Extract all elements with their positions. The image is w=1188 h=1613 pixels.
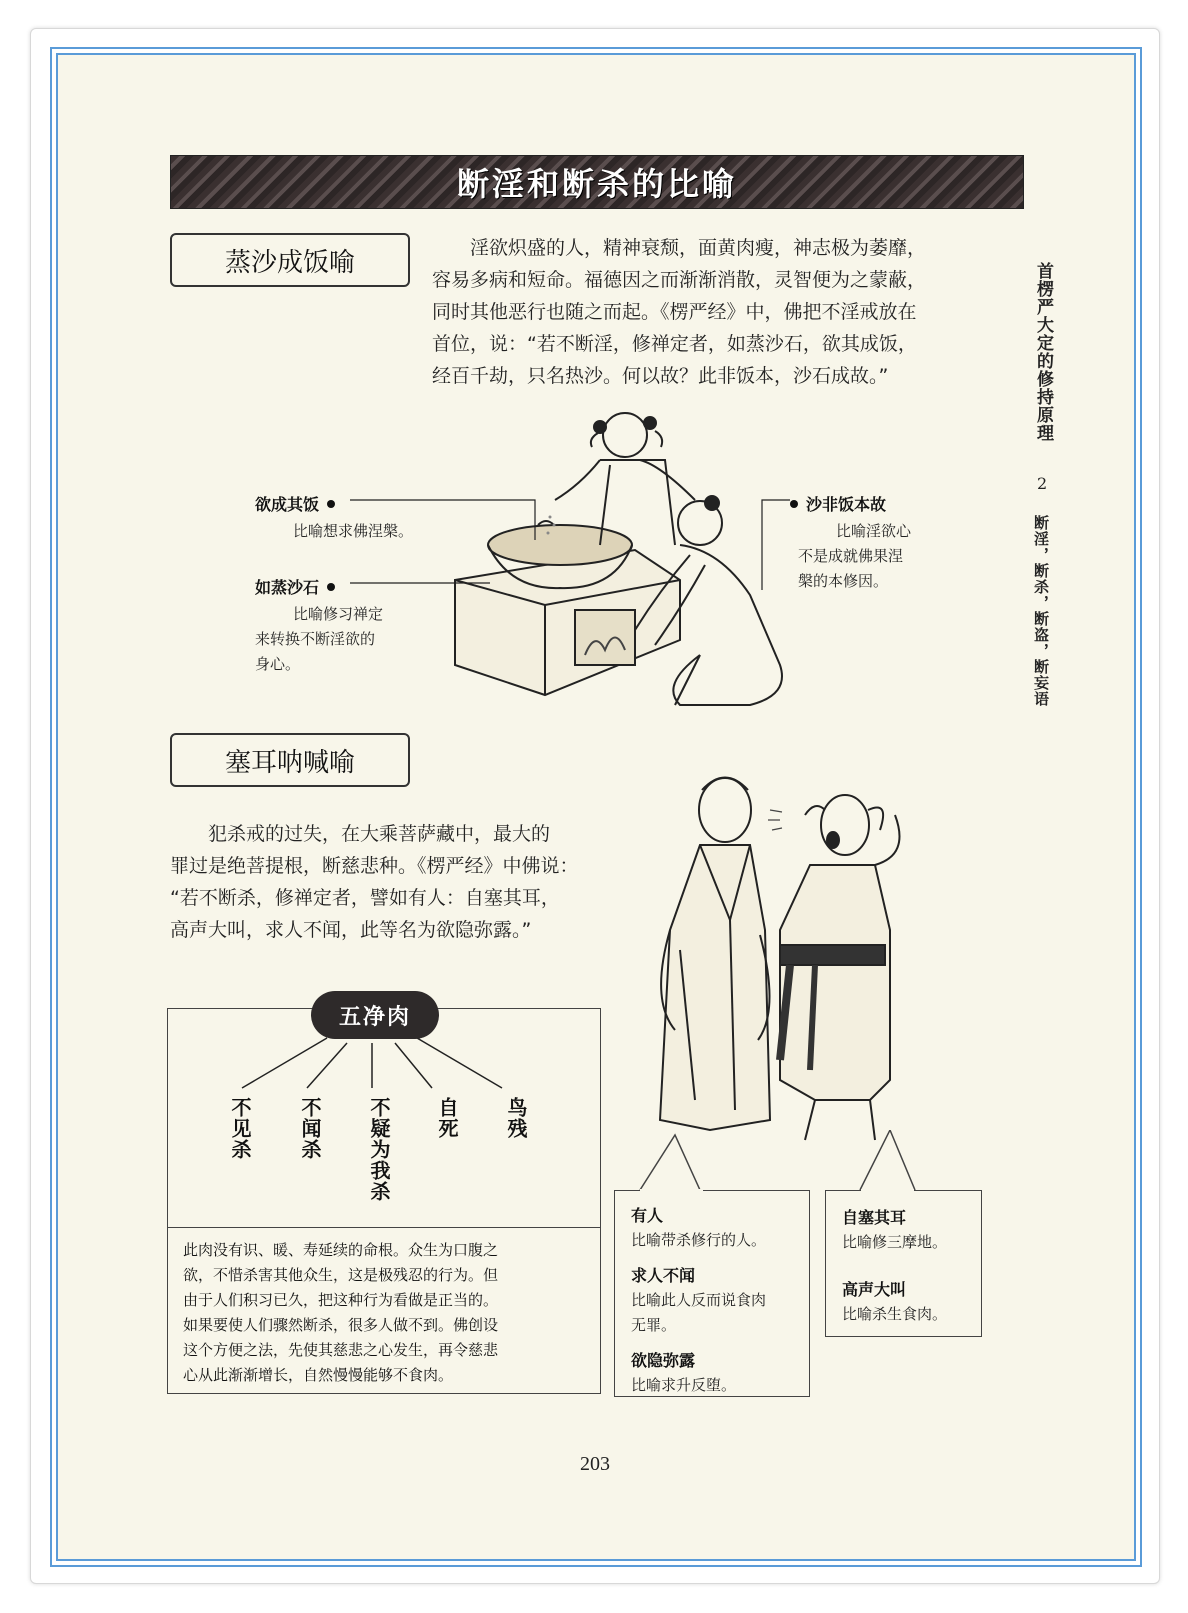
callout-title: 欲成其饭 — [255, 495, 320, 514]
callout-title: 沙非饭本故 — [806, 495, 887, 514]
section1-heading: 蒸沙成饭喻 — [224, 247, 355, 278]
right-note-box — [825, 1190, 982, 1337]
note-text: 比喻修三摩地。 — [842, 1233, 948, 1251]
five-meats-divider — [167, 1227, 601, 1228]
meat-item: 不见杀 — [228, 1097, 252, 1160]
meat-item: 鸟残 — [504, 1097, 528, 1139]
callout-bullet — [327, 583, 335, 591]
note-text: 比喻求升反堕。 — [631, 1376, 737, 1394]
callout-sha-fei-fan-ben — [790, 492, 911, 594]
note-title: 求人不闻 — [631, 1266, 696, 1285]
note-title: 欲隐弥露 — [631, 1351, 696, 1370]
note-title: 有人 — [631, 1206, 664, 1225]
note-pointers — [600, 1130, 980, 1190]
section2-heading: 塞耳呐喊喻 — [224, 747, 355, 778]
page-title: 断淫和断杀的比喻 — [456, 165, 737, 203]
note-title: 自塞其耳 — [842, 1208, 907, 1227]
callout-text: 比喻修习禅定 来转换不断淫欲的 身心。 — [255, 605, 384, 673]
callout-bullet — [790, 500, 798, 508]
side-number: 2 — [1037, 474, 1048, 493]
right-note-gap — [861, 1189, 914, 1192]
callout-bullet — [327, 500, 335, 508]
page-number: 203 — [580, 1453, 610, 1475]
left-note-gap — [640, 1189, 703, 1192]
callout-text: 比喻淫欲心 不是成就佛果涅 槃的本修因。 — [798, 522, 912, 590]
section2-heading-box — [170, 733, 410, 787]
five-meats-note: 此肉没有识、暖、寿延续的命根。众生为口腹之 欲，不惜杀害其他众生，这是极残忍的行为。但 由于人们积习已久，把这种行为看做是正当的。 如果要使人们骤然断杀，很多人做不到。佛创设 这个方便之法，先使其慈悲之心发生，再令慈悲 心从此渐渐增长，自然慢慢能够不食肉。 — [183, 1241, 499, 1384]
meat-item: 不疑为我杀 — [367, 1097, 391, 1202]
note-title: 高声大叫 — [842, 1280, 907, 1299]
two-men-illustration — [640, 770, 930, 1160]
section1-heading-box — [170, 233, 410, 287]
callout-text: 比喻想求佛涅槃。 — [293, 522, 414, 540]
section1-paragraph: 淫欲炽盛的人，精神衰颓，面黄肉瘦，神志极为萎靡， 容易多病和短命。福德因之而渐渐消散，灵智便为之蒙蔽， 同时其他恶行也随之而起。《楞严经》中，佛把不淫戒放在 首位，说：“若不断淫，修禅定者，如蒸沙石，欲其成饭， 经百千劫，只名热沙。何以故？此非饭本，沙石成故。” — [432, 237, 927, 387]
note-text: 比喻此人反而说食肉 无罪。 — [631, 1291, 767, 1334]
left-note-box — [614, 1190, 810, 1397]
note-text: 比喻杀生食肉。 — [842, 1305, 948, 1323]
callout-title: 如蒸沙石 — [255, 578, 320, 597]
note-text: 比喻带杀修行的人。 — [631, 1231, 767, 1249]
callout-ru-zheng-sha-shi — [255, 575, 383, 677]
side-subtitle: 断淫，断杀，断盗，断妄语 — [1032, 515, 1050, 707]
side-title: 首楞严大定的修持原理 — [1033, 262, 1053, 442]
callout-yu-cheng-qi-fan — [255, 492, 413, 544]
meat-item: 不闻杀 — [298, 1097, 322, 1160]
five-meats-title: 五净肉 — [311, 991, 439, 1039]
title-banner — [170, 155, 1024, 209]
meat-item: 自死 — [435, 1097, 459, 1139]
section2-paragraph: 犯杀戒的过失，在大乘菩萨藏中，最大的 罪过是绝菩提根，断慈悲种。《楞严经》中佛说： “若不断杀，修禅定者，譬如有人：自塞其耳， 高声大叫，求人不闻，此等名为欲隐弥露。” — [170, 823, 579, 941]
